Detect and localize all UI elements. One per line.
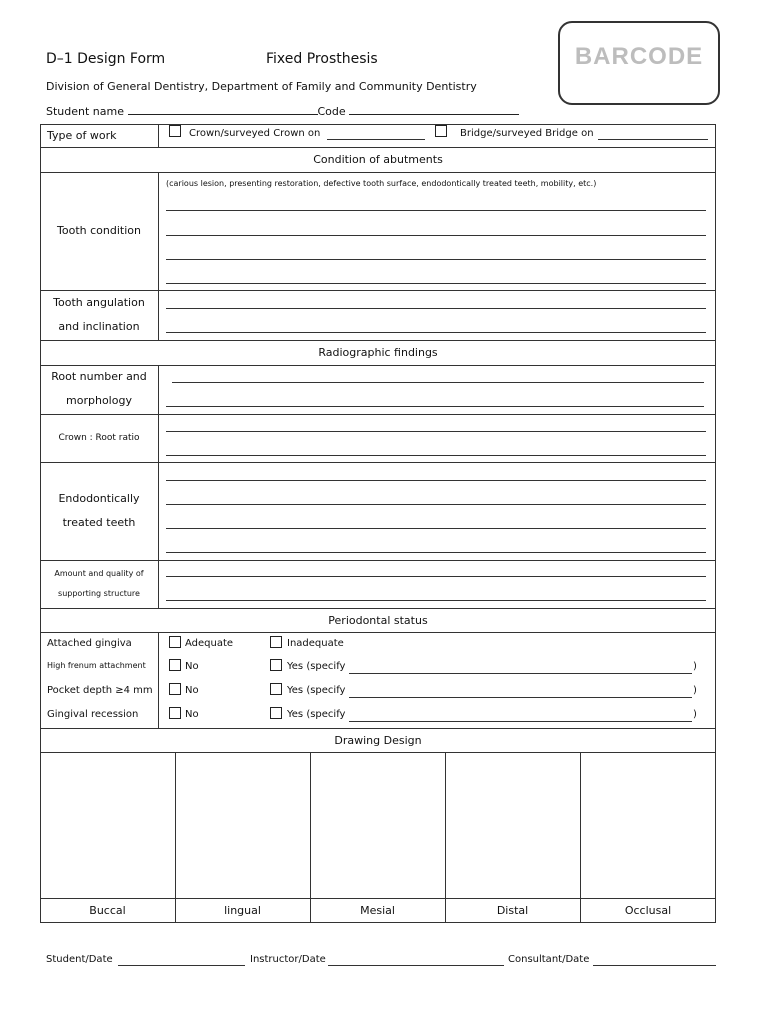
divider <box>40 414 716 415</box>
adequate-label: Adequate <box>185 638 234 649</box>
divider <box>40 898 716 899</box>
write-line[interactable] <box>166 480 706 481</box>
write-line[interactable] <box>166 210 706 211</box>
student-line <box>46 103 519 118</box>
write-line[interactable] <box>166 431 706 432</box>
pocket-depth-label: Pocket depth ≥4 mm <box>47 685 153 696</box>
crown-tooth-field[interactable] <box>327 139 425 140</box>
write-line[interactable] <box>166 406 704 407</box>
barcode-box <box>558 21 720 105</box>
write-line[interactable] <box>166 283 706 284</box>
consultant-date-label: Consultant/Date <box>508 954 590 965</box>
divider <box>40 340 716 341</box>
student-date-label: Student/Date <box>46 954 113 965</box>
inadequate-label: Inadequate <box>287 638 344 649</box>
write-line[interactable] <box>166 259 706 260</box>
close-paren: ) <box>693 661 697 672</box>
no-label: No <box>185 709 199 720</box>
write-line[interactable] <box>172 382 704 383</box>
endo-label-2: treated teeth <box>62 516 136 529</box>
yes-specify-label: Yes (specify <box>287 661 346 672</box>
write-line[interactable] <box>166 600 706 601</box>
close-paren: ) <box>693 709 697 720</box>
tooth-condition-label: Tooth condition <box>57 224 141 237</box>
divider <box>158 172 159 340</box>
specify-field[interactable] <box>349 673 692 674</box>
type-of-work-label: Type of work <box>47 129 117 142</box>
crown-root-ratio-label: Crown : Root ratio <box>58 433 140 443</box>
specify-field[interactable] <box>349 697 692 698</box>
view-label-occlusal: Occlusal <box>624 904 672 917</box>
gingival-recession-label: Gingival recession <box>47 709 139 720</box>
root-label-1: Root number and <box>51 370 147 383</box>
attached-gingiva-label: Attached gingiva <box>47 638 132 649</box>
write-line[interactable] <box>166 455 706 456</box>
write-line[interactable] <box>166 552 706 553</box>
drawing-area-lingual[interactable] <box>176 753 310 898</box>
write-line[interactable] <box>166 332 706 333</box>
section-periodontal-status: Periodontal status <box>328 614 428 627</box>
write-line[interactable] <box>166 235 706 236</box>
drawing-area-mesial[interactable] <box>311 753 445 898</box>
section-condition-of-abutments: Condition of abutments <box>313 153 443 166</box>
gingival-recession-no-checkbox[interactable] <box>169 707 181 719</box>
angulation-label-2: and inclination <box>58 320 140 333</box>
section-drawing-design: Drawing Design <box>334 734 422 747</box>
code-label: Code <box>317 105 346 118</box>
student-name-label: Student name <box>46 105 124 118</box>
code-field[interactable] <box>349 103 519 115</box>
yes-specify-label: Yes (specify <box>287 685 346 696</box>
divider <box>40 608 716 609</box>
divider <box>158 632 159 728</box>
bridge-checkbox[interactable] <box>435 125 447 137</box>
write-line[interactable] <box>166 504 706 505</box>
view-label-lingual: lingual <box>224 904 261 917</box>
write-line[interactable] <box>166 528 706 529</box>
division-line: Division of General Dentistry, Department of Family and Community Dentistry <box>46 80 477 93</box>
barcode-label: BARCODE <box>574 43 704 70</box>
divider <box>40 728 716 729</box>
bridge-option-label: Bridge/surveyed Bridge on <box>460 128 594 139</box>
write-line[interactable] <box>166 308 706 309</box>
write-line[interactable] <box>166 576 706 577</box>
specify-field[interactable] <box>349 721 692 722</box>
student-name-field[interactable] <box>128 103 318 115</box>
attached-gingiva-inadequate-checkbox[interactable] <box>270 636 282 648</box>
form-id: D–1 Design Form <box>46 51 166 67</box>
no-label: No <box>185 661 199 672</box>
pocket-depth-no-checkbox[interactable] <box>169 683 181 695</box>
divider <box>158 365 159 608</box>
view-label-buccal: Buccal <box>89 904 126 917</box>
view-label-distal: Distal <box>496 904 529 917</box>
instructor-date-label: Instructor/Date <box>250 954 326 965</box>
divider <box>40 147 716 148</box>
drawing-area-distal[interactable] <box>446 753 580 898</box>
endo-label-1: Endodontically <box>58 492 140 505</box>
student-date-field[interactable] <box>118 965 245 966</box>
consultant-date-field[interactable] <box>593 965 716 966</box>
pocket-depth-yes-checkbox[interactable] <box>270 683 282 695</box>
high-frenum-yes-checkbox[interactable] <box>270 659 282 671</box>
divider <box>40 560 716 561</box>
gingival-recession-yes-checkbox[interactable] <box>270 707 282 719</box>
bridge-tooth-field[interactable] <box>598 139 708 140</box>
drawing-area-buccal[interactable] <box>41 753 175 898</box>
attached-gingiva-adequate-checkbox[interactable] <box>169 636 181 648</box>
support-label-2: supporting structure <box>58 589 140 598</box>
drawing-area-occlusal[interactable] <box>581 753 715 898</box>
high-frenum-no-checkbox[interactable] <box>169 659 181 671</box>
tooth-condition-hint: (carious lesion, presenting restoration, defective tooth surface, endodontically treated teeth, mobility, etc.) <box>166 179 597 188</box>
root-label-2: morphology <box>66 394 132 407</box>
yes-specify-label: Yes (specify <box>287 709 346 720</box>
crown-checkbox[interactable] <box>169 125 181 137</box>
section-radiographic-findings: Radiographic findings <box>318 346 438 359</box>
no-label: No <box>185 685 199 696</box>
support-label-1: Amount and quality of <box>54 569 144 578</box>
form-type: Fixed Prosthesis <box>266 51 378 67</box>
divider <box>158 124 159 147</box>
divider <box>40 632 716 633</box>
divider <box>40 462 716 463</box>
angulation-label-1: Tooth angulation <box>53 296 145 309</box>
crown-option-label: Crown/surveyed Crown on <box>189 128 321 139</box>
close-paren: ) <box>693 685 697 696</box>
view-label-mesial: Mesial <box>360 904 395 917</box>
divider <box>40 172 716 173</box>
high-frenum-label: High frenum attachment <box>47 661 146 670</box>
instructor-date-field[interactable] <box>328 965 504 966</box>
